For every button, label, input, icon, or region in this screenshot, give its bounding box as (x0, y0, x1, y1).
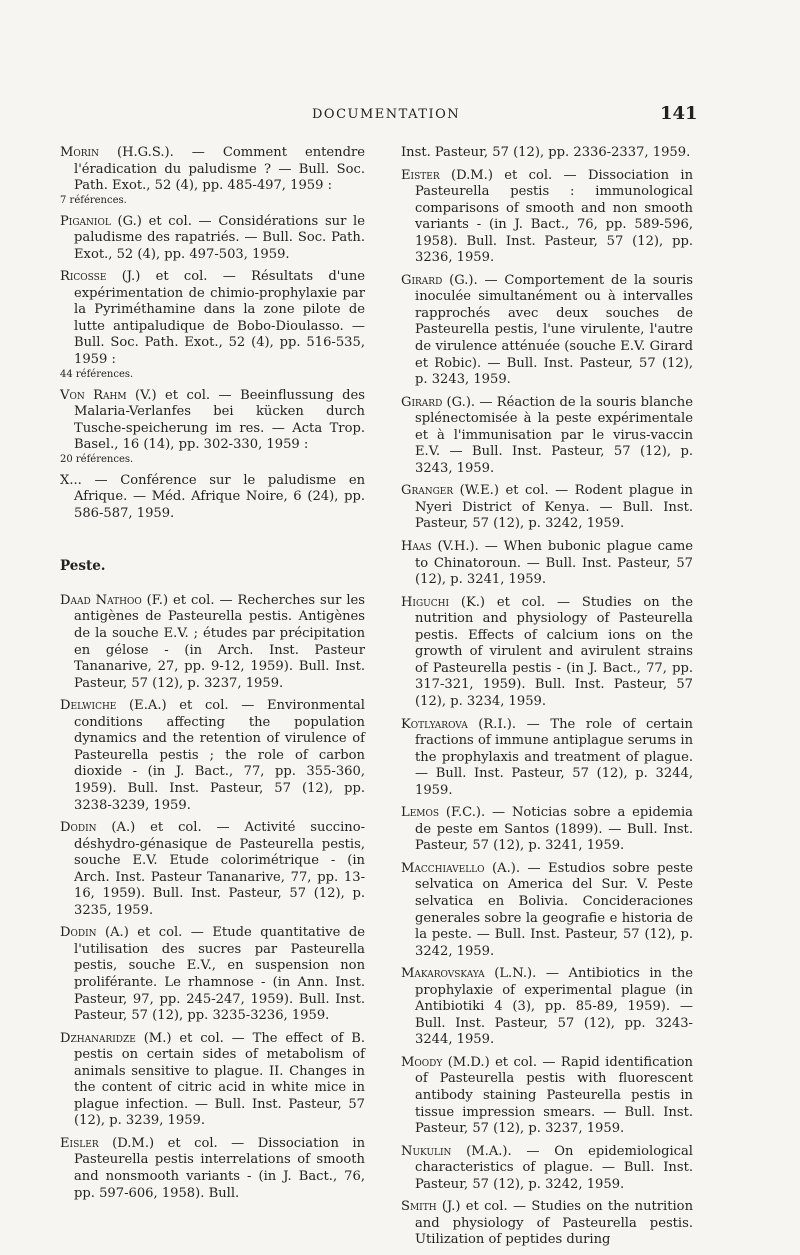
page-number: 141 (660, 103, 698, 124)
entry-text: et col. — Dissociation in Pasteurella pestis : immunological comparisons of smooth and non smooth variants - (in J. Bact., 76, pp. 589-596, 1958). Bull. Inst. Pasteur, 57 (12), pp. 3236, 1959. (415, 167, 694, 266)
bibliography-entry (60, 473, 365, 523)
bibliography-entry (60, 925, 365, 1024)
entry-text: et col. — Beeinflussung des Malaria-Verlanfes bei kücken durch Tusche-speicherung im res. — Acta Trop. Basel., 16 (14), pp. 302-330, 1959 : (74, 387, 365, 453)
entry-author: Eisler (D.M.) (60, 1135, 155, 1151)
bibliography-entry (401, 539, 693, 589)
bibliography-entry (401, 168, 693, 267)
bibliography-entry (401, 1199, 693, 1249)
entry-text: et col. — Recherches sur les antigènes de Pasteurella pestis. Antigènes de la souche E.V. ; études par précipitation en gélose - (in Arch. Inst. Pasteur Tananarive, 27, pp. 9-12, 1959). Bull. Inst. Pasteur, 57 (12), p. 3237, 1959. (74, 592, 365, 691)
section-heading: Peste. (60, 558, 106, 575)
page-header (0, 103, 800, 129)
entry-author: Dodin (A.) (60, 820, 136, 836)
bibliography-entry (60, 214, 365, 264)
entry-text: et col. — Etude quantitative de l'utilisation des sucres par Pasteurella pestis, souche E.V., en suspension non proliférante. Le rhamnose - (in Ann. Inst. Pasteur, 97, pp. 245-247, 1959). Bull. Inst. Pasteur, 57 (12), pp. 3235-3236, 1959. (74, 925, 365, 1024)
right-entries (401, 168, 693, 1249)
entry-text: — Comportement de la souris inoculée simultanément ou à intervalles rapprochés avec deux souches de Pasteurella pestis, l'une virulente, l'autre de virulence atténuée (souche E.V. Girard et Robic). — Bull. Inst. Pasteur, 57 (12), p. 3243, 1959. (415, 272, 693, 388)
bibliography-entry (60, 593, 365, 692)
entry-text: — Noticias sobre a epidemia de peste em Santos (1899). — Bull. Inst. Pasteur, 57 (12), p. 3241, 1959. (415, 805, 693, 854)
left-entries-after (60, 593, 365, 1202)
entry-author: Dodin (A.) (60, 925, 129, 941)
bibliography-entry (401, 966, 693, 1049)
entry-author: Macchiavello (A.). (401, 860, 521, 876)
entry-author: Eister (D.M.) (401, 167, 493, 183)
continuation-entry: Inst. Pasteur, 57 (12), pp. 2336-2337, 1959. (401, 145, 691, 160)
entry-text: et col. — Activité succino-déshydro-génasique de Pasteurella pestis, souche E.V. Etude colorimétrique - (in Arch. Inst. Pasteur Tananarive, 77, pp. 13-16, 1959). Bull. Inst. Pasteur, 57 (12), p. 3235, 1959. (74, 820, 365, 918)
entry-text: et col. — Studies on the nutrition and physiology of Pasteurella pestis. Effects of calcium ions on the growth of virulent and avirulent strains of Pasteurella pestis - (in J. Bact., 77, pp. 317-321, 1959). Bull. Inst. Pasteur, 57 (12), p. 3234, 1959. (415, 594, 693, 709)
entry-author: Nukulin (M.A.). (401, 1143, 512, 1159)
bibliography-entry (401, 395, 693, 478)
entry-reference-count: 44 références. (60, 368, 134, 380)
bibliography-entry (60, 388, 365, 467)
entry-text: et col. — Rodent plague in Nyeri District of Kenya. — Bull. Inst. Pasteur, 57 (12), p. 3242, 1959. (415, 483, 693, 532)
entry-author: Kotlyarova (R.I.). (401, 716, 517, 732)
entry-text: — Comment entendre l'éradication du paludisme ? — Bull. Soc. Path. Exot., 52 (4), pp. 485-497, 1959 : (74, 145, 365, 194)
bibliography-entry (401, 717, 693, 800)
bibliography-entry (60, 698, 365, 814)
entry-text: — Réaction de la souris blanche splénectomisée à la peste expérimentale et à l'immunisation par le virus-vaccin E.V. — Bull. Inst. Pasteur, 57 (12), p. 3243, 1959. (415, 394, 693, 476)
entry-text: et col. — The effect of B. pestis on certain sides of metabolism of animals sensitive to plague. II. Changes in the content of citric acid in white mice in plague infection. — Bull. Inst. Pasteur, 57 (12), p. 3239, 1959. (74, 1030, 365, 1129)
bibliography-entry (60, 820, 365, 919)
entry-author: Granger (W.E.) (401, 483, 499, 499)
bibliography-entry (401, 483, 693, 533)
bibliography-entry (401, 273, 693, 389)
entry-author: Delwiche (E.A.) (60, 698, 167, 714)
entry-text: — Estudios sobre peste selvatica on America del Sur. V. Peste selvatica en Bolivia. Concideraciones generales sobre la geografie e historia de la peste. — Bull. Inst. Pasteur, 57 (12), p. 3242, 1959. (415, 860, 693, 959)
entry-author: Piganiol (G.) (60, 213, 142, 229)
entry-author: Girard (G.). (401, 394, 476, 410)
entry-author: Ricosse (J.) (60, 269, 141, 285)
bibliography-entry (401, 805, 693, 855)
bibliography-entry (60, 1031, 365, 1130)
entry-text: — On epidemiological characteristics of plague. — Bull. Inst. Pasteur, 57 (12), p. 3242, 1959. (415, 1143, 693, 1192)
bibliography-entry (401, 1055, 693, 1138)
entry-reference-count: 7 références. (60, 194, 127, 206)
bibliography-entry (60, 145, 365, 208)
entry-author: X... (60, 472, 82, 488)
entry-author: Haas (V.H.). (401, 539, 479, 555)
entry-text: et col. — Dissociation in Pasteurella pestis interrelations of smooth and nonsmooth variants - (in J. Bact., 76, pp. 597-606, 1958). Bull. (74, 1135, 366, 1201)
bibliography-entry (60, 269, 365, 381)
entry-author: Higuchi (K.) (401, 594, 486, 610)
right-column (401, 145, 693, 1255)
entry-text: et col. — Studies on the nutrition and physiology of Pasteurella pestis. Utilization of peptides during (415, 1199, 693, 1248)
entry-author: Daad Nathoo (F.) (60, 592, 169, 608)
entry-text: et col. — Résultats d'une expérimentation de chimio-prophylaxie par la Pyriméthamine dans la zone pilote de lutte antipaludique de Bobo-Dioulasso. — Bull. Soc. Path. Exot., 52 (4), pp. 516-535, 1959 : (74, 269, 366, 368)
entry-text: et col. — Environmental conditions affecting the population dynamics and the retention of virulence of Pasteurella pestis ; the role of carbon dioxide - (in J. Bact., 77, pp. 355-360, 1959). Bull. Inst. Pasteur, 57 (12), pp. 3238-3239, 1959. (74, 698, 365, 813)
left-column (60, 145, 365, 1208)
entry-author: Moody (M.D.) (401, 1054, 490, 1070)
entry-text: — The role of certain fractions of immune antiplague serums in the prophylaxis and treatment of plague. — Bull. Inst. Pasteur, 57 (12), p. 3244, 1959. (415, 716, 693, 798)
bibliography-entry (401, 595, 693, 711)
entry-text: — Antibiotics in the prophylaxie of experimental plague (in Antibiotiki 4 (3), pp. 85-89, 1959). — Bull. Inst. Pasteur, 57 (12), pp. 3243-3244, 1959. (415, 966, 694, 1048)
bibliography-entry (401, 1144, 693, 1194)
entry-author: Makarovskaya (L.N.). (401, 966, 537, 982)
entry-text: et col. — Considérations sur le paludisme des rapatriés. — Bull. Soc. Path. Exot., 52 (4), pp. 497-503, 1959. (74, 213, 365, 262)
running-title: DOCUMENTATION (312, 107, 461, 122)
left-entries-before (60, 145, 365, 522)
entry-reference-count: 20 références. (60, 453, 134, 465)
entry-author: Smith (J.) (401, 1199, 461, 1215)
entry-author: Morin (H.G.S.). (60, 145, 174, 160)
entry-text: — Conférence sur le paludisme en Afrique. — Méd. Afrique Noire, 6 (24), pp. 586-587, 1959. (74, 472, 365, 521)
entry-author: Lemos (F.C.). (401, 805, 486, 821)
entry-text: et col. — Rapid identification of Pasteurella pestis with fluorescent antibody staining Pasteurella pestis in tissue impression smears. — Bull. Inst. Pasteur, 57 (12), p. 3237, 1959. (415, 1054, 693, 1137)
entry-author: Von Rahm (V.) (60, 387, 157, 403)
bibliography-entry (60, 1136, 365, 1202)
entry-author: Dzhanaridze (M.) (60, 1030, 172, 1046)
entry-text: — When bubonic plague came to Chinatoroun. — Bull. Inst. Pasteur, 57 (12), p. 3241, 1959. (415, 539, 693, 588)
entry-author: Girard (G.). (401, 272, 478, 288)
bibliography-entry (401, 861, 693, 960)
